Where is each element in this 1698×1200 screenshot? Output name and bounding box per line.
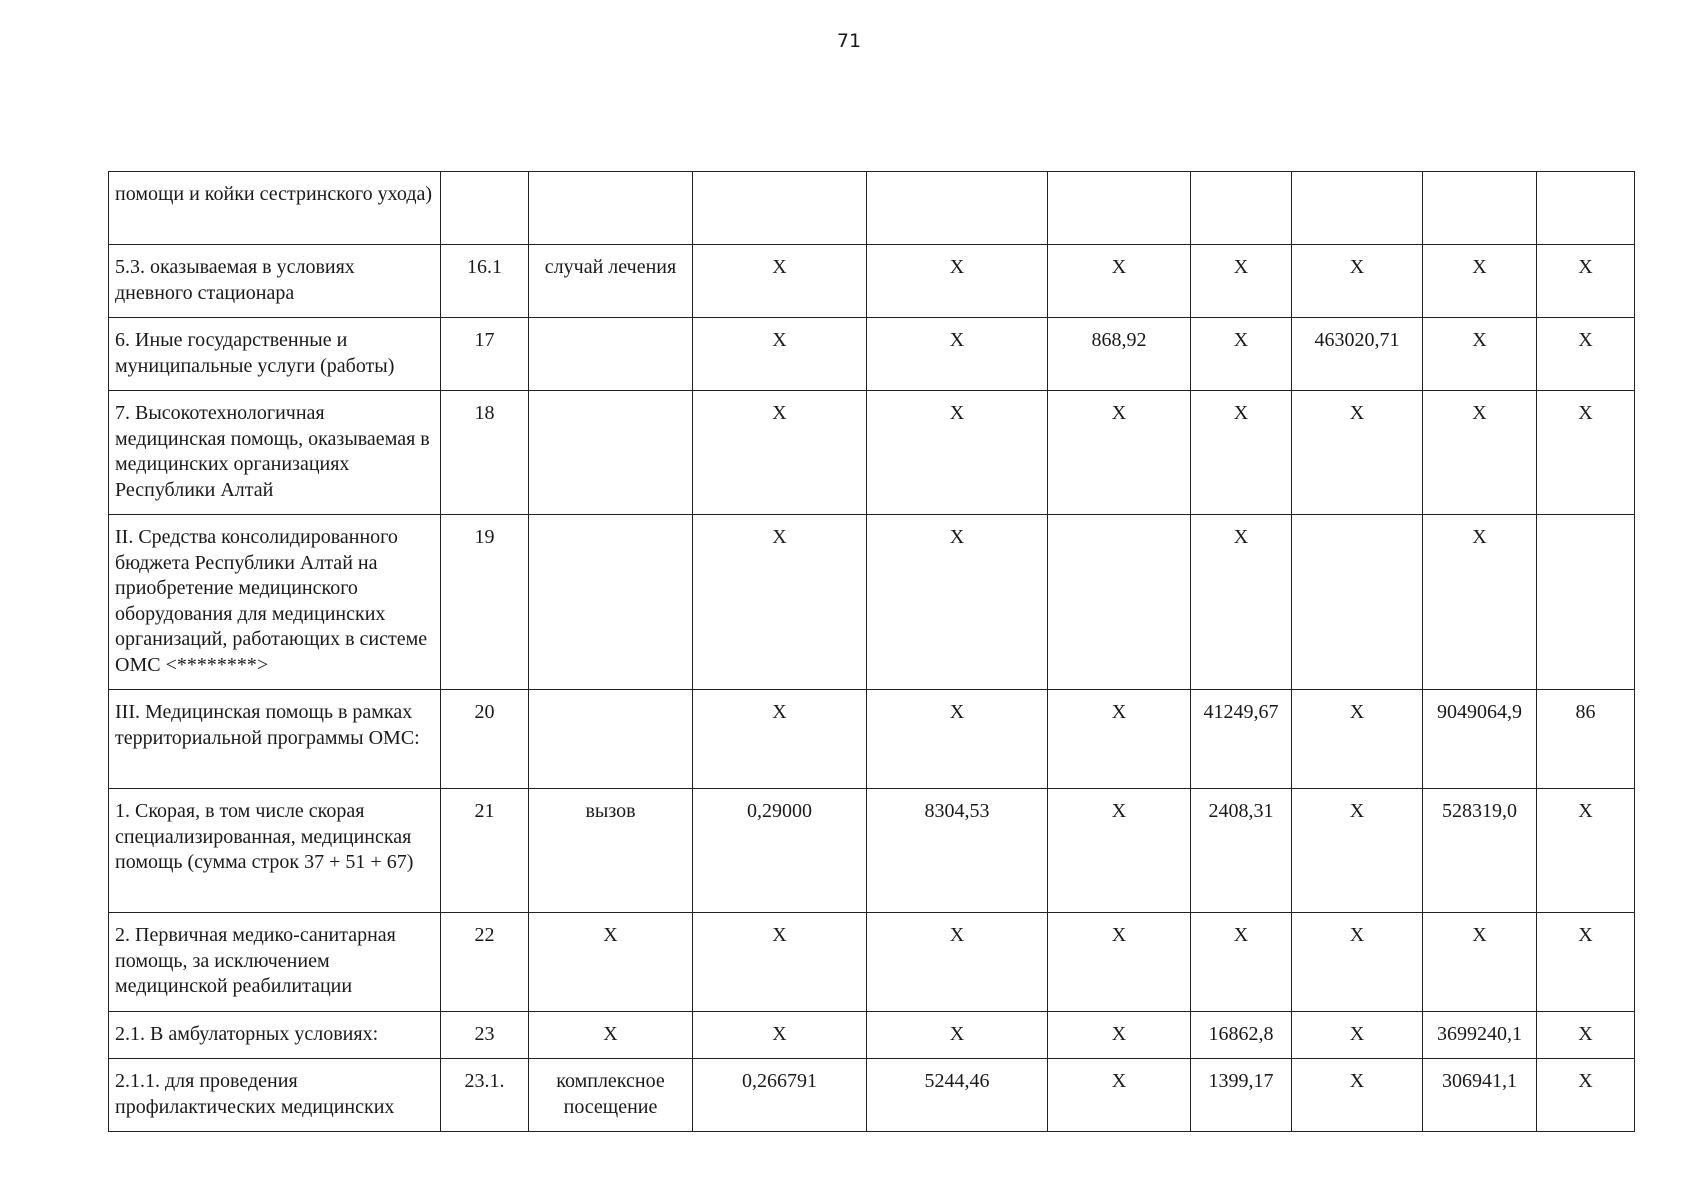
cell-col-10: X (1537, 1012, 1635, 1059)
table-row (109, 690, 1635, 789)
cell-col-5: X (867, 318, 1048, 391)
cell-col-4 (693, 172, 867, 245)
cell-col-9: 528319,0 (1423, 789, 1537, 913)
row-unit (529, 172, 693, 245)
cell-col-4: 0,266791 (693, 1059, 867, 1132)
cell-col-6: X (1048, 1059, 1191, 1132)
row-name: 6. Иные государственные и муниципальные услуги (работы) (109, 318, 441, 391)
cell-col-7: X (1191, 913, 1292, 1012)
cell-col-9: X (1423, 913, 1537, 1012)
cell-col-6: X (1048, 1012, 1191, 1059)
cell-col-9: 9049064,9 (1423, 690, 1537, 789)
table-row (109, 318, 1635, 391)
page-number: 71 (836, 30, 862, 52)
row-unit (529, 391, 693, 515)
cell-col-10 (1537, 172, 1635, 245)
table-row (109, 245, 1635, 318)
cell-col-7: X (1191, 515, 1292, 690)
cell-col-5: 8304,53 (867, 789, 1048, 913)
row-name: 7. Высокотехнологичная медицинская помощь, оказываемая в медицинских организациях Республики Алтай (109, 391, 441, 515)
row-number: 18 (441, 391, 529, 515)
cell-col-10: X (1537, 913, 1635, 1012)
row-unit: X (529, 1012, 693, 1059)
cell-col-7: X (1191, 245, 1292, 318)
row-unit (529, 690, 693, 789)
cell-col-6: X (1048, 391, 1191, 515)
cell-col-8 (1292, 515, 1423, 690)
row-unit: случай лечения (529, 245, 693, 318)
cell-col-7: 41249,67 (1191, 690, 1292, 789)
row-number: 23 (441, 1012, 529, 1059)
row-number: 17 (441, 318, 529, 391)
cell-col-10: X (1537, 391, 1635, 515)
cell-col-9: 306941,1 (1423, 1059, 1537, 1132)
cell-col-8: X (1292, 690, 1423, 789)
cell-col-9: X (1423, 391, 1537, 515)
cell-col-8: X (1292, 913, 1423, 1012)
row-unit (529, 318, 693, 391)
cell-col-6: X (1048, 913, 1191, 1012)
cell-col-6 (1048, 515, 1191, 690)
cell-col-7: 16862,8 (1191, 1012, 1292, 1059)
table-row (109, 789, 1635, 913)
cell-col-6: X (1048, 789, 1191, 913)
row-number: 20 (441, 690, 529, 789)
row-number: 19 (441, 515, 529, 690)
cell-col-9: X (1423, 515, 1537, 690)
row-number: 22 (441, 913, 529, 1012)
cell-col-4: X (693, 318, 867, 391)
row-name: 2.1. В амбулаторных условиях: (109, 1012, 441, 1059)
cell-col-4: X (693, 1012, 867, 1059)
row-name: II. Средства консолидированного бюджета Республики Алтай на приобретение медицинского оборудования для медицинских организаций, работающих в системе ОМС <********> (109, 515, 441, 690)
row-name: 1. Скорая, в том числе скорая специализированная, медицинская помощь (сумма строк 37 + 51 + 67) (109, 789, 441, 913)
cell-col-9: X (1423, 318, 1537, 391)
cell-col-6: 868,92 (1048, 318, 1191, 391)
cell-col-5: X (867, 913, 1048, 1012)
cell-col-4: 0,29000 (693, 789, 867, 913)
row-name: 2.1.1. для проведения профилактических медицинских (109, 1059, 441, 1132)
cell-col-4: X (693, 515, 867, 690)
row-unit: комплексное посещение (529, 1059, 693, 1132)
cell-col-4: X (693, 913, 867, 1012)
cell-col-5: 5244,46 (867, 1059, 1048, 1132)
row-name: III. Медицинская помощь в рамках территориальной программы ОМС: (109, 690, 441, 789)
cell-col-7: X (1191, 391, 1292, 515)
row-name: помощи и койки сестринского ухода) (109, 172, 441, 245)
cell-col-10: X (1537, 318, 1635, 391)
cell-col-4: X (693, 245, 867, 318)
cell-col-5: X (867, 690, 1048, 789)
row-name: 2. Первичная медико-санитарная помощь, за исключением медицинской реабилитации (109, 913, 441, 1012)
cell-col-8: X (1292, 245, 1423, 318)
row-number: 16.1 (441, 245, 529, 318)
table-row (109, 913, 1635, 1012)
cell-col-9: X (1423, 245, 1537, 318)
row-unit: вызов (529, 789, 693, 913)
cell-col-10 (1537, 515, 1635, 690)
table-row (109, 515, 1635, 690)
row-unit (529, 515, 693, 690)
cell-col-10: X (1537, 1059, 1635, 1132)
table-row (109, 1059, 1635, 1132)
row-name: 5.3. оказываемая в условиях дневного стационара (109, 245, 441, 318)
cell-col-10: X (1537, 789, 1635, 913)
table-row (109, 391, 1635, 515)
table-body (109, 172, 1635, 1132)
cell-col-9 (1423, 172, 1537, 245)
row-number: 21 (441, 789, 529, 913)
cell-col-5: X (867, 1012, 1048, 1059)
cell-col-6: X (1048, 690, 1191, 789)
cell-col-8: X (1292, 1012, 1423, 1059)
cell-col-5: X (867, 391, 1048, 515)
cell-col-5 (867, 172, 1048, 245)
cell-col-4: X (693, 690, 867, 789)
table-row (109, 172, 1635, 245)
cell-col-5: X (867, 245, 1048, 318)
cell-col-7: 1399,17 (1191, 1059, 1292, 1132)
cell-col-8 (1292, 172, 1423, 245)
cell-col-5: X (867, 515, 1048, 690)
data-table (108, 171, 1635, 1132)
cell-col-8: 463020,71 (1292, 318, 1423, 391)
row-number (441, 172, 529, 245)
cell-col-6: X (1048, 245, 1191, 318)
cell-col-7 (1191, 172, 1292, 245)
cell-col-10: X (1537, 245, 1635, 318)
cell-col-8: X (1292, 1059, 1423, 1132)
cell-col-9: 3699240,1 (1423, 1012, 1537, 1059)
cell-col-4: X (693, 391, 867, 515)
cell-col-8: X (1292, 789, 1423, 913)
row-number: 23.1. (441, 1059, 529, 1132)
cell-col-10: 86 (1537, 690, 1635, 789)
table-row (109, 1012, 1635, 1059)
cell-col-7: X (1191, 318, 1292, 391)
cell-col-8: X (1292, 391, 1423, 515)
cell-col-6 (1048, 172, 1191, 245)
cell-col-7: 2408,31 (1191, 789, 1292, 913)
row-unit: X (529, 913, 693, 1012)
